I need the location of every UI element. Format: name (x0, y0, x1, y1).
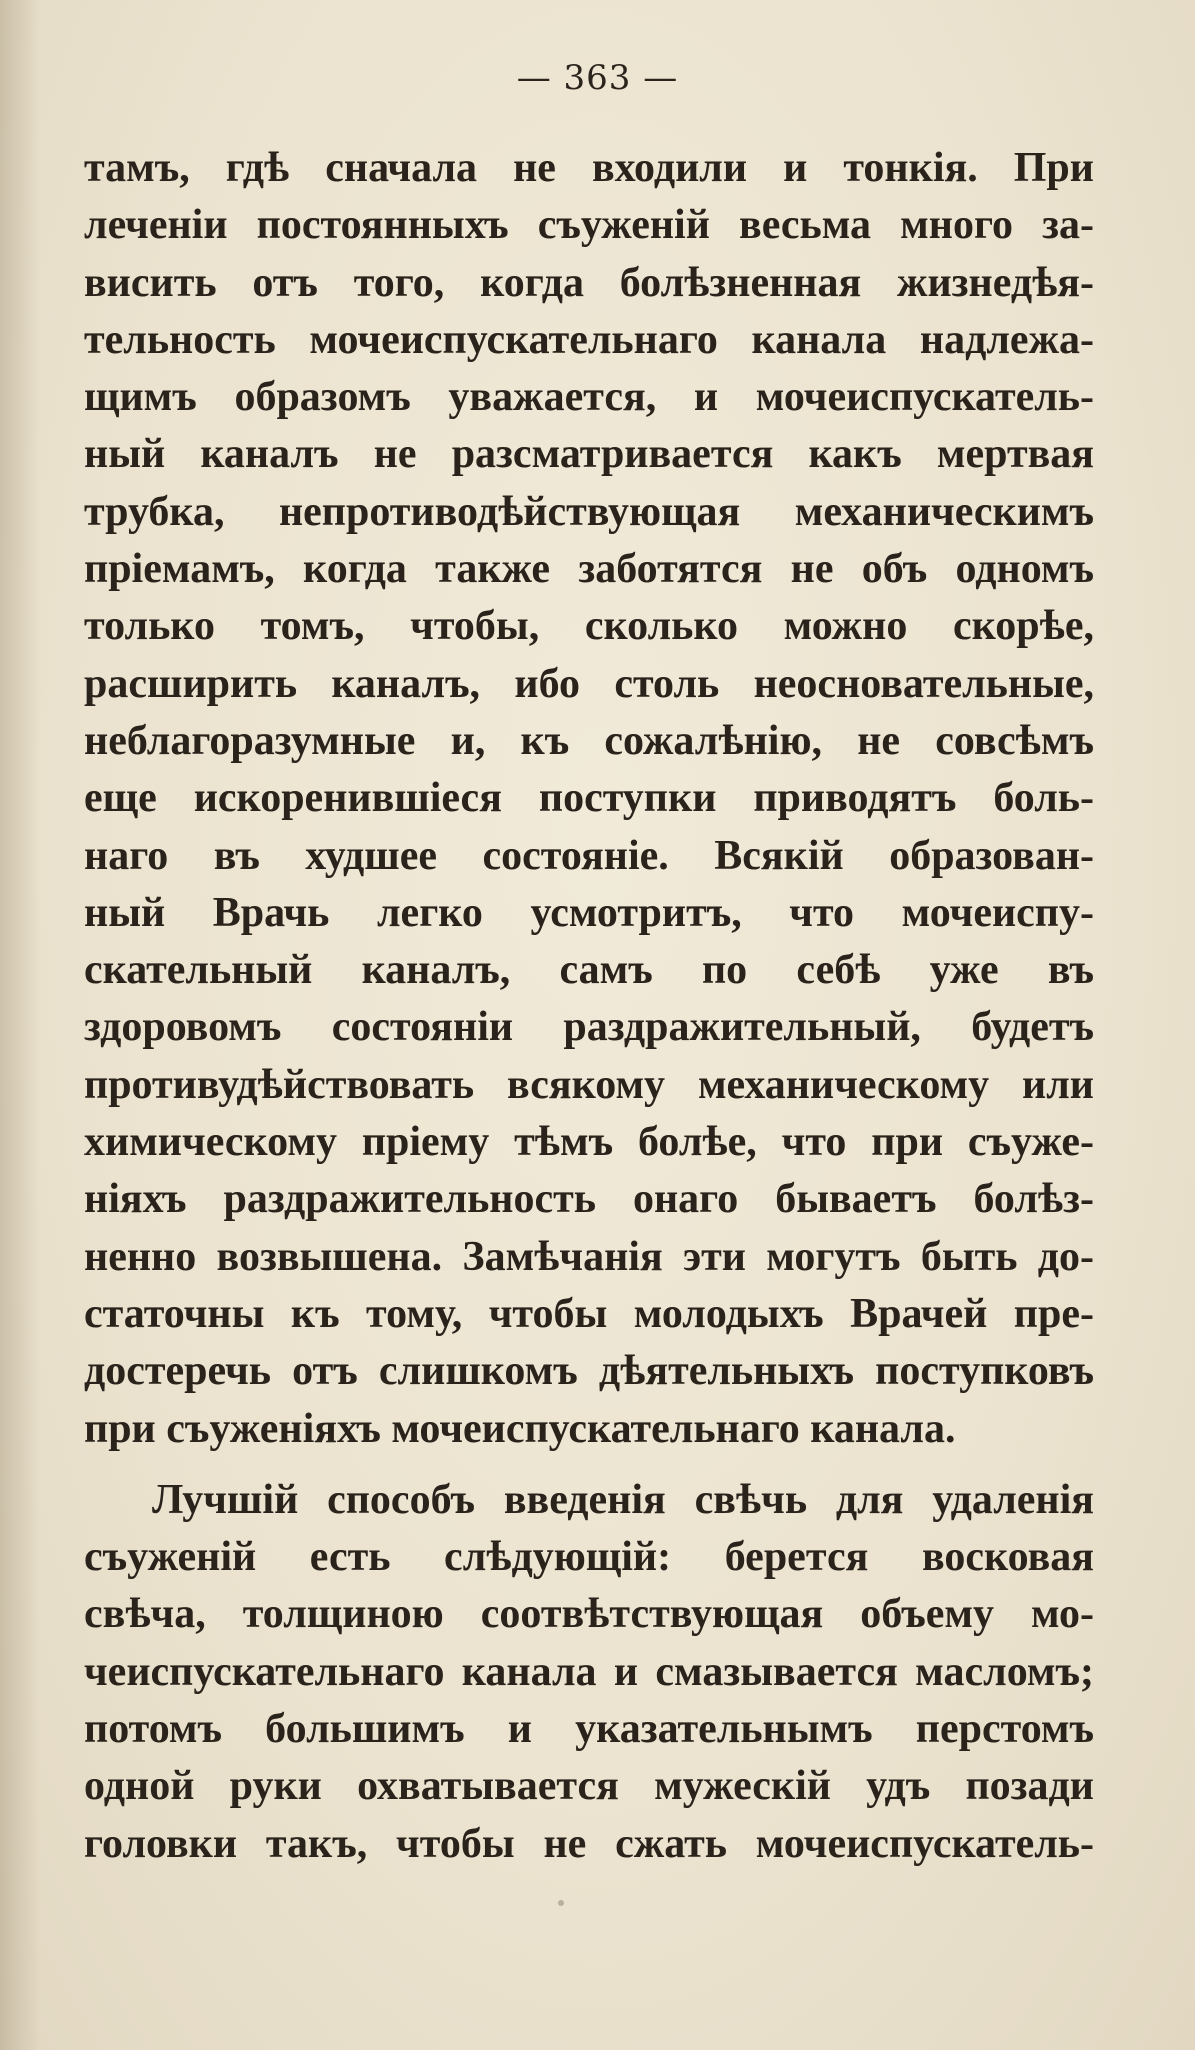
text-line: висить отъ того, когда болѣзненная жизнедѣя- (84, 259, 1094, 306)
text-line: достеречь отъ слишкомъ дѣятельныхъ поступковъ (84, 1348, 1094, 1395)
paper-speck (558, 1900, 564, 1906)
text-line: съуженій есть слѣдующій: берется восковая (84, 1534, 1094, 1581)
text-line: головки такъ, чтобы не сжать мочеиспускатель- (84, 1820, 1094, 1867)
text-line: скательный каналъ, самъ по себѣ уже въ (84, 947, 1094, 994)
paragraph-2 (84, 1472, 1094, 1873)
text-line: здоровомъ состояніи раздражительный, будетъ (84, 1004, 1094, 1051)
text-line: тельность мочеиспускательнаго канала надлежа- (84, 316, 1094, 363)
text-line: свѣча, толщиною соотвѣтствующая объему мо- (84, 1591, 1094, 1638)
text-line: противудѣйствовать всякому механическому или (84, 1061, 1094, 1108)
text-line: химическому пріему тѣмъ болѣе, что при съуже- (84, 1119, 1094, 1166)
text-line: неблагоразумные и, къ сожалѣнію, не совсѣмъ (84, 717, 1094, 764)
text-line: тамъ, гдѣ сначала не входили и тонкія. При (84, 145, 1094, 191)
text-line: трубка, непротиводѣйствующая механическимъ (84, 488, 1094, 535)
page-number: — 363 — (516, 58, 679, 98)
spine-shadow (0, 0, 40, 2050)
text-line: чеиспускательнаго канала и смазывается масломъ; (84, 1648, 1094, 1695)
text-line: потомъ большимъ и указательнымъ перстомъ (84, 1706, 1094, 1753)
paragraph-gap (84, 1458, 1094, 1472)
text-line: леченіи постоянныхъ съуженій весьма много за- (84, 202, 1094, 249)
body-text (84, 140, 1094, 1873)
text-line: только томъ, чтобы, сколько можно скорѣе, (84, 603, 1094, 650)
text-line: наго въ худшее состояніе. Всякій образован- (84, 832, 1094, 879)
text-line: ненно возвышена. Замѣчанія эти могутъ быть до- (84, 1233, 1094, 1280)
paragraph-1 (84, 140, 1094, 1458)
text-line: ный каналъ не разсматривается какъ мертвая (84, 431, 1094, 478)
text-line: одной руки охватывается мужескій удъ позади (84, 1763, 1094, 1810)
text-line: Лучшій способъ введенія свѣчь для удаленія (152, 1476, 1094, 1523)
text-line: ніяхъ раздражительность онаго бываетъ болѣз- (84, 1176, 1094, 1223)
text-line: статочны къ тому, чтобы молодыхъ Врачей пре- (84, 1290, 1094, 1337)
text-line: пріемамъ, когда также заботятся не объ одномъ (84, 546, 1094, 593)
text-line: расширить каналъ, ибо столь неосновательные, (84, 660, 1094, 707)
text-line: при съуженіяхъ мочеиспускательнаго канала. (84, 1405, 956, 1452)
text-line: щимъ образомъ уважается, и мочеиспускатель- (84, 374, 1094, 421)
text-line: ный Врачь легко усмотритъ, что мочеиспу- (84, 889, 1094, 936)
text-line: еще искоренившіеся поступки приводятъ боль- (84, 775, 1094, 822)
